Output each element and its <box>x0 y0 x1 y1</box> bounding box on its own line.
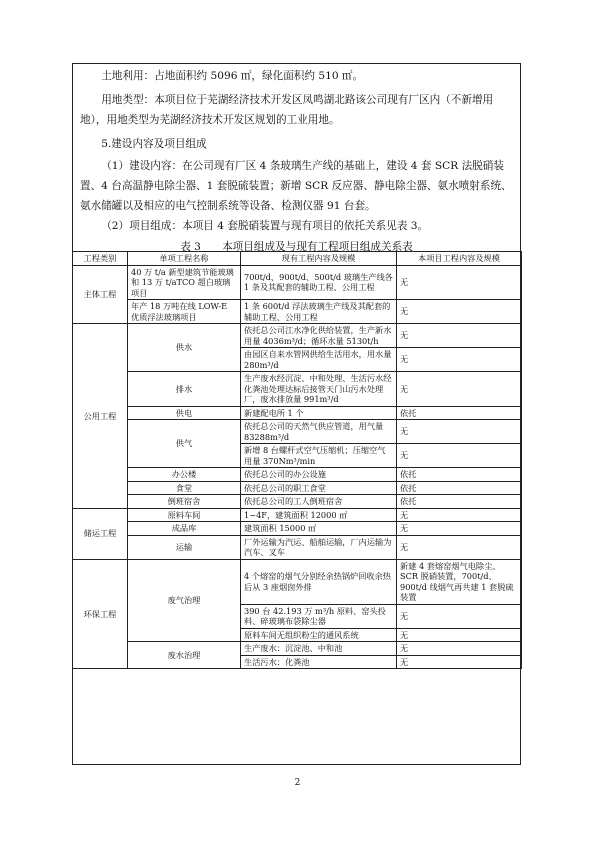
name-cell: 原料车间 <box>128 508 241 522</box>
table-caption: 表 3 本项目组成及与现有工程项目组成关系表 <box>180 241 413 253</box>
existing-cell: 依托总公司的天然气供应管道，用气量 83288m³/d <box>241 420 397 444</box>
header-new: 本项目工程内容及规模 <box>397 252 522 266</box>
name-cell: 废气治理 <box>128 559 241 642</box>
new-cell: 新建 4 套熔窑烟气电除尘、SCR 脱硝装置，700t/d、900t/d 线烟气再共建 1 套脱硫装置 <box>397 559 522 604</box>
name-cell: 运输 <box>128 535 241 559</box>
name-cell: 供电 <box>128 406 241 420</box>
new-cell: 无 <box>397 655 522 669</box>
name-cell: 食堂 <box>128 481 241 495</box>
name-cell: 成品库 <box>128 522 241 536</box>
name-cell: 废水治理 <box>128 642 241 669</box>
existing-cell: 生产废水：沉淀池、中和池 <box>241 642 397 656</box>
existing-cell: 由园区自来水管网供给生活用水，用水量 280m³/d <box>241 348 397 372</box>
new-cell: 无 <box>397 300 522 324</box>
table-row <box>73 420 522 444</box>
composition-table <box>72 251 522 669</box>
new-cell: 无 <box>397 265 522 300</box>
new-cell: 无 <box>397 522 522 536</box>
existing-cell: 1 条 600t/d 浮法玻璃生产线及其配套的辅助工程、公用工程 <box>241 300 397 324</box>
table-row <box>73 468 522 482</box>
existing-cell: 依托总公司江水净化供给装置，生产新水用量 4036m³/d；循环水量 5130t/h <box>241 324 397 348</box>
category-cell: 储运工程 <box>73 508 128 559</box>
table-row <box>73 406 522 420</box>
new-cell: 无 <box>397 628 522 642</box>
header-name: 单项工程名称 <box>128 252 241 266</box>
existing-cell: 1~4F，建筑面积 12000 ㎡ <box>241 508 397 522</box>
table-row <box>73 324 522 348</box>
existing-cell: 原料车间无组织粉尘的通风系统 <box>241 628 397 642</box>
new-cell: 依托 <box>397 468 522 482</box>
existing-cell: 新增 8 台螺杆式空气压缩机；压缩空气用量 370Nm³/min <box>241 444 397 468</box>
category-cell: 公用工程 <box>73 324 128 509</box>
existing-cell: 厂外运输为汽运、船舶运输，厂内运输为汽车、叉车 <box>241 535 397 559</box>
table-row <box>73 559 522 604</box>
table-row <box>73 300 522 324</box>
name-cell: 年产 18 万吨在线 LOW-E 优质浮法玻璃项目 <box>128 300 241 324</box>
build-content-paragraph: （1）建设内容：在公司现有厂区 4 条玻璃生产线的基础上，建设 4 套 SCR 法脱硝装置、4 台高温静电除尘器、1 套脱硫装置；新增 SCR 反应器、静电除尘器、氨水喷射系统、氨水储罐以及相应的电气控制系统等设备、检测仪器 91 台套。 <box>80 160 512 212</box>
table-header-row <box>73 252 522 266</box>
existing-cell: 依托总公司的工人倒班宿舍 <box>241 495 397 509</box>
new-cell: 依托 <box>397 495 522 509</box>
land-type-paragraph: 用地类型：本项目位于芜湖经济技术开发区凤鸣湖北路该公司现有厂区内（不新增用地），用地类型为芜湖经济技术开发区规划的工业用地。 <box>80 94 494 126</box>
composition-paragraph: （2）项目组成：本项目 4 套脱硝装置与现有项目的依托关系见表 3。 <box>101 220 429 232</box>
existing-cell: 生活污水：化粪池 <box>241 655 397 669</box>
table-row <box>73 522 522 536</box>
header-existing: 现有工程内容及规模 <box>241 252 397 266</box>
table-row <box>73 481 522 495</box>
header-category: 工程类别 <box>73 252 128 266</box>
existing-cell: 生产废水经沉淀、中和处理、生活污水经化粪池处理达标后接管天门山污水处理厂，废水排放量 991m³/d <box>241 372 397 407</box>
existing-cell: 依托总公司的职工食堂 <box>241 481 397 495</box>
new-cell: 无 <box>397 324 522 348</box>
name-cell: 倒班宿舍 <box>128 495 241 509</box>
table-row <box>73 372 522 407</box>
new-cell: 无 <box>397 372 522 407</box>
new-cell: 无 <box>397 348 522 372</box>
table-row <box>73 495 522 509</box>
new-cell: 依托 <box>397 406 522 420</box>
table-row <box>73 265 522 300</box>
new-cell: 依托 <box>397 481 522 495</box>
page-number: 2 <box>294 778 301 788</box>
category-cell: 主体工程 <box>73 265 128 324</box>
new-cell: 无 <box>397 642 522 656</box>
new-cell: 无 <box>397 508 522 522</box>
name-cell: 40 万 t/a 新型建筑节能玻璃和 13 万 t/aTCO 超白玻璃项目 <box>128 265 241 300</box>
table-row <box>73 508 522 522</box>
new-cell: 无 <box>397 604 522 628</box>
table-row <box>73 535 522 559</box>
category-cell: 环保工程 <box>73 559 128 669</box>
land-use-paragraph: 土地利用：占地面积约 5096 ㎡，绿化面积约 510 ㎡。 <box>101 70 364 82</box>
new-cell: 无 <box>397 444 522 468</box>
section-heading: 5.建设内容及项目组成 <box>101 138 207 150</box>
existing-cell: 390 台 42.193 万 m³/h 原料、窑头投料、碎玻璃布袋除尘器 <box>241 604 397 628</box>
name-cell: 排水 <box>128 372 241 407</box>
new-cell: 无 <box>397 420 522 444</box>
existing-cell: 建筑面积 15000 ㎡ <box>241 522 397 536</box>
existing-cell: 700t/d、900t/d、500t/d 玻璃生产线各 1 条及其配套的辅助工程、公用工程 <box>241 265 397 300</box>
existing-cell: 4 个熔窑的烟气分别经余热锅炉回收余热后从 3 座烟囱外排 <box>241 559 397 604</box>
new-cell: 无 <box>397 535 522 559</box>
table-row <box>73 642 522 656</box>
name-cell: 供气 <box>128 420 241 468</box>
name-cell: 供水 <box>128 324 241 372</box>
name-cell: 办公楼 <box>128 468 241 482</box>
existing-cell: 新建配电所 1 个 <box>241 406 397 420</box>
existing-cell: 依托总公司的办公设施 <box>241 468 397 482</box>
